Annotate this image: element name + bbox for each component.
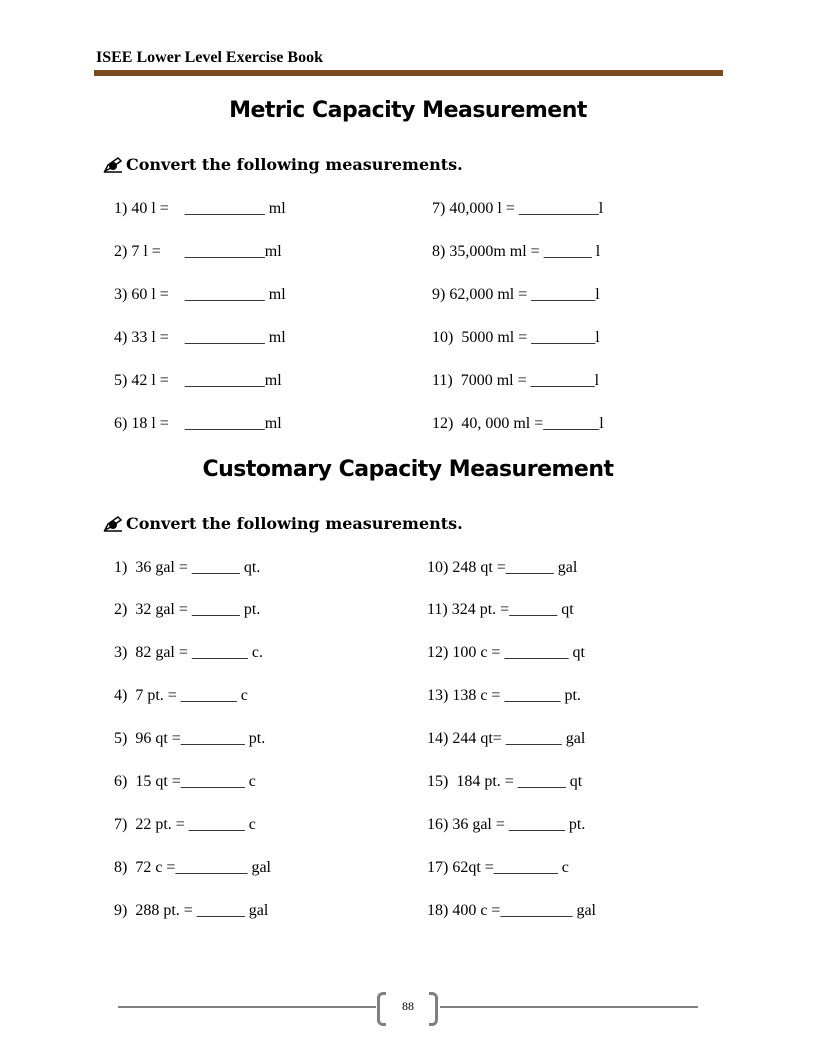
customary-question: 5) 96 qt =________ pt.: [114, 730, 266, 747]
footer-bracket-right: [429, 992, 438, 1026]
metric-question: 5) 42 l = __________ml: [114, 372, 282, 389]
metric-question: 1) 40 l = __________ ml: [114, 200, 286, 217]
metric-question: 8) 35,000m ml = ______ l: [432, 243, 601, 260]
metric-question: 10) 5000 ml = ________l: [432, 329, 600, 346]
metric-question: 4) 33 l = __________ ml: [114, 329, 286, 346]
header-title: ISEE Lower Level Exercise Book: [96, 49, 323, 66]
customary-question: 1) 36 gal = ______ qt.: [114, 559, 261, 576]
customary-instruction-text: Convert the following measurements.: [126, 514, 463, 533]
customary-question: 3) 82 gal = _______ c.: [114, 644, 263, 661]
footer-rule-left: [118, 1006, 376, 1008]
customary-question: 4) 7 pt. = _______ c: [114, 687, 248, 704]
footer-rule-right: [440, 1006, 698, 1008]
footer-bracket-left: [377, 992, 386, 1026]
customary-section-title: Customary Capacity Measurement: [202, 457, 614, 482]
pencil-icon: [102, 156, 124, 174]
customary-question: 17) 62qt =________ c: [427, 859, 569, 876]
metric-question: 9) 62,000 ml = ________l: [432, 286, 600, 303]
header-rule: [94, 70, 723, 76]
customary-question: 11) 324 pt. =______ qt: [427, 601, 574, 618]
customary-question: 18) 400 c =_________ gal: [427, 902, 596, 919]
metric-section-title: Metric Capacity Measurement: [229, 98, 587, 123]
customary-question: 6) 15 qt =________ c: [114, 773, 256, 790]
customary-question: 16) 36 gal = _______ pt.: [427, 816, 586, 833]
metric-question: 2) 7 l = __________ml: [114, 243, 282, 260]
customary-instruction: [102, 514, 463, 533]
customary-question: 10) 248 qt =______ gal: [427, 559, 578, 576]
metric-question: 6) 18 l = __________ml: [114, 415, 282, 432]
customary-question: 9) 288 pt. = ______ gal: [114, 902, 269, 919]
customary-question: 8) 72 c =_________ gal: [114, 859, 271, 876]
page-number: 88: [402, 999, 414, 1013]
metric-question: 7) 40,000 l = __________l: [432, 200, 604, 217]
metric-question: 11) 7000 ml = ________l: [432, 372, 600, 389]
customary-question: 14) 244 qt= _______ gal: [427, 730, 586, 747]
customary-question: 15) 184 pt. = ______ qt: [427, 773, 583, 790]
customary-question: 13) 138 c = _______ pt.: [427, 687, 581, 704]
customary-question: 7) 22 pt. = _______ c: [114, 816, 256, 833]
metric-instruction: [102, 155, 463, 174]
customary-question: 12) 100 c = ________ qt: [427, 644, 585, 661]
customary-question: 2) 32 gal = ______ pt.: [114, 601, 261, 618]
metric-question: 3) 60 l = __________ ml: [114, 286, 286, 303]
metric-question: 12) 40, 000 ml =_______l: [432, 415, 604, 432]
pencil-icon: [102, 515, 124, 533]
metric-instruction-text: Convert the following measurements.: [126, 155, 463, 174]
